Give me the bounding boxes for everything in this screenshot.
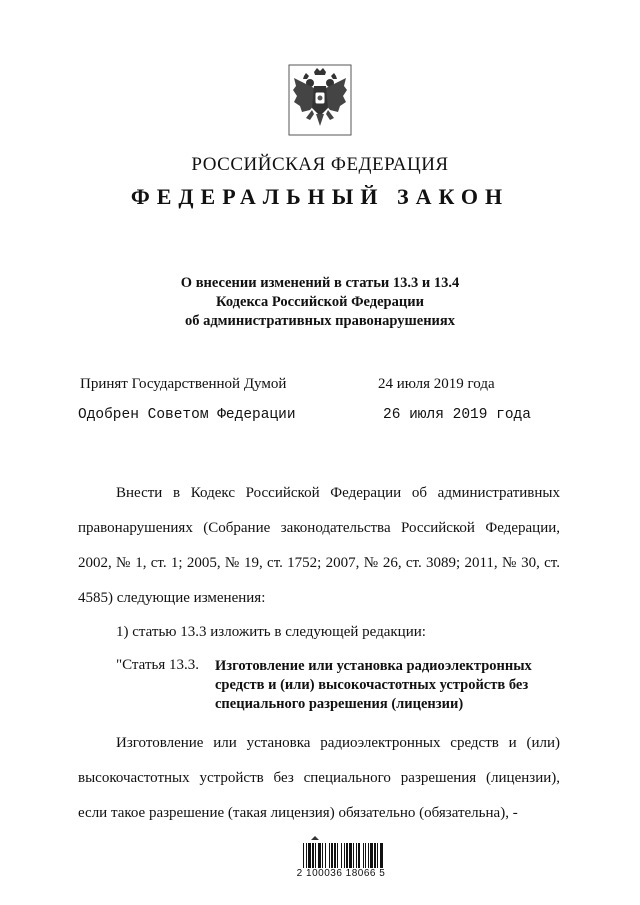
- council-approval-label: Одобрен Советом Федерации: [78, 407, 296, 423]
- duma-adoption-label: Принят Государственной Думой: [80, 376, 287, 392]
- barcode-number: 2 100036 18066 5: [296, 868, 386, 879]
- barcode-icon: [301, 834, 383, 868]
- amendment-item-1: 1) статью 13.3 изложить в следующей редакции:: [116, 624, 426, 640]
- intro-paragraph: Внести в Кодекс Российской Федерации об административных правонарушениях (Собрание законодательства Российской Федерации, 2002, № 1, ст. 1; 2005, № 19, ст. 1752; 2007, № 26, ст. 3089; 2011, № 30, ст. 4585) следующие изменения:: [78, 485, 560, 606]
- duma-adoption-date: 24 июля 2019 года: [378, 376, 495, 392]
- article-paragraph: Изготовление или установка радиоэлектронных средств и (или) высокочастотных устройств без специального разрешения (лицензии), если такое разрешение (такая лицензия) обязательно (обязательна), -: [78, 735, 560, 821]
- subject-line: О внесении изменений в статьи 13.3 и 13.4: [180, 275, 460, 291]
- country-title: РОССИЙСКАЯ ФЕДЕРАЦИЯ: [191, 154, 449, 175]
- subject-line: Кодекса Российской Федерации: [216, 294, 424, 310]
- coat-of-arms-icon: [288, 64, 352, 136]
- article-title: Изготовление или установка радиоэлектронных средств и (или) высокочастотных устройств без специального разрешения (лицензии): [215, 658, 532, 712]
- law-subject: [120, 274, 520, 331]
- article-number: "Статья 13.3.: [116, 657, 199, 673]
- subject-line: об административных правонарушениях: [184, 313, 456, 329]
- law-type-title: ФЕДЕРАЛЬНЫЙ ЗАКОН: [130, 184, 510, 209]
- council-approval-date: 26 июля 2019 года: [383, 407, 531, 423]
